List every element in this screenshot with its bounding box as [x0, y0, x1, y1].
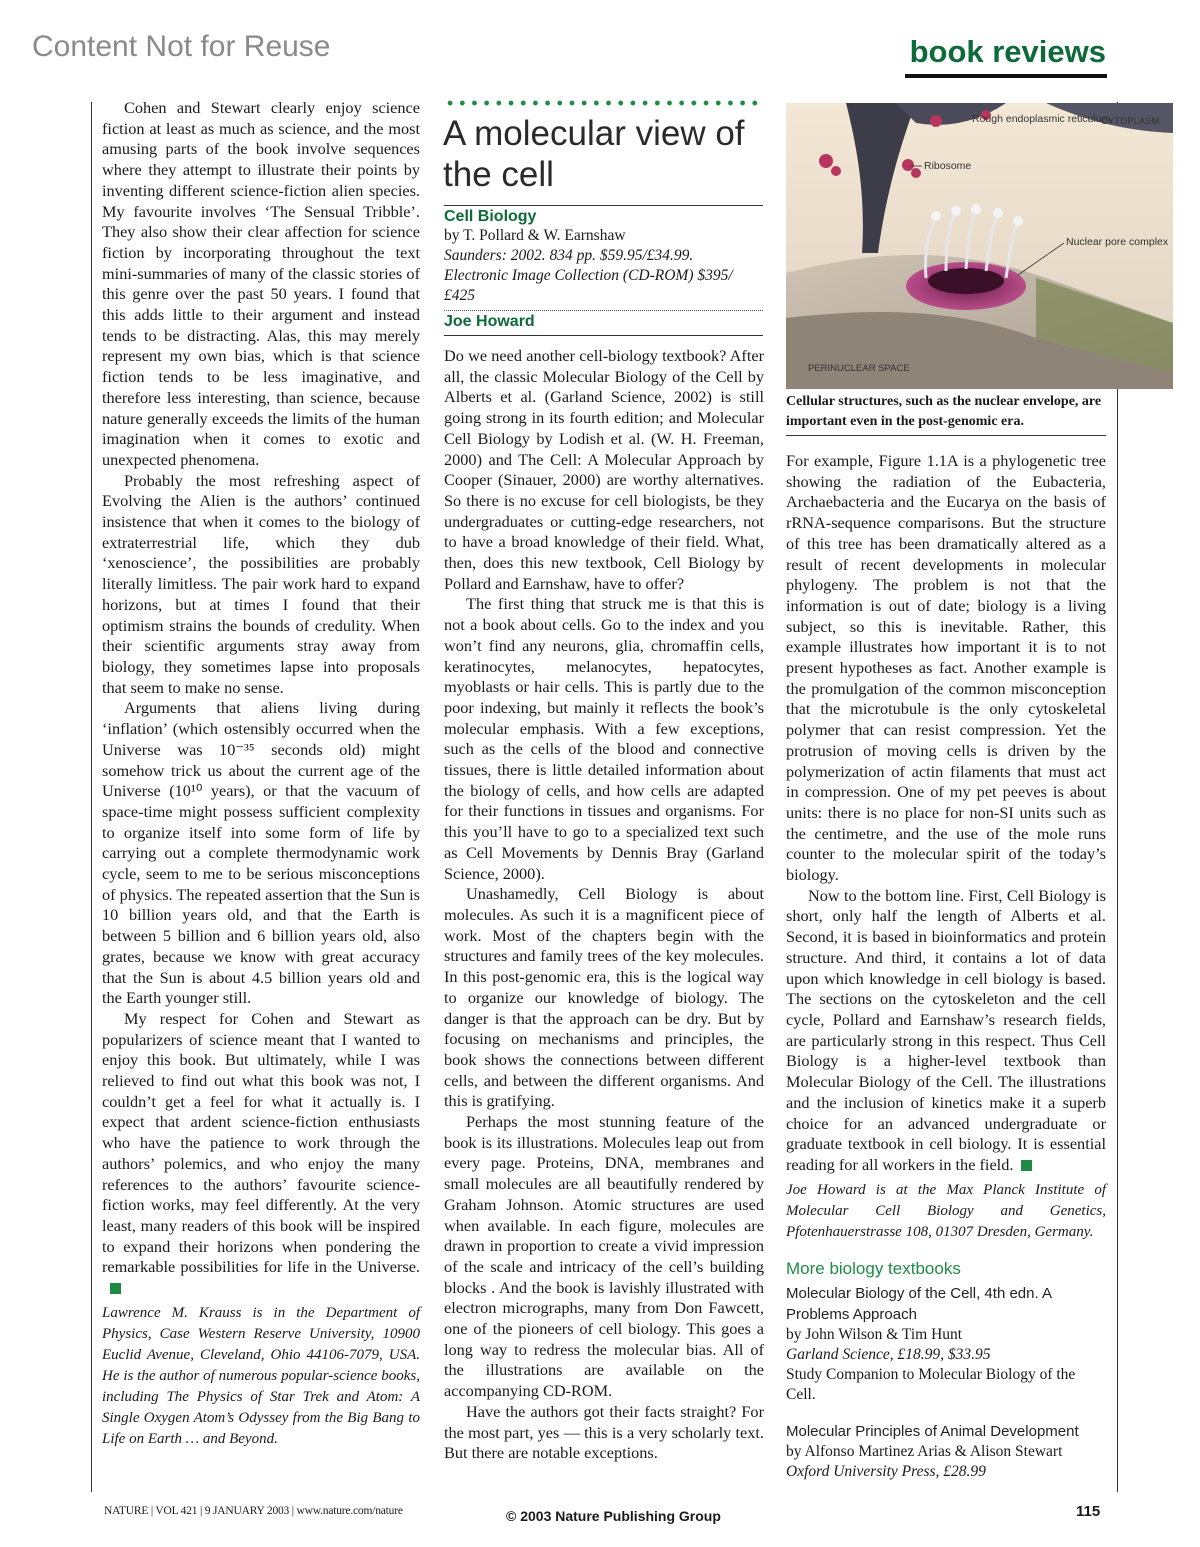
more-book-title: Molecular Principles of Animal Development	[786, 1423, 1079, 1440]
review-paragraph: Unashamedly, Cell Biology is about molecules. As such it is a magnificent piece of work. Most of the chapters begin with the structures and family trees of the key molecules. In this post-genomic era, this is the logical way to organize our knowledge of biology. The danger is that the approach can be dry. But by focusing on mechanisms and principles, the book shows the connections between different cells, and between the different organisms. And this is gratifying.	[444, 884, 764, 1111]
more-book-title: Molecular Biology of the Cell, 4th edn. A Problems Approach	[786, 1285, 1052, 1323]
left-paragraph: Probably the most refreshing aspect of Evolving the Alien is the authors’ continued insistence that when it comes to the biology of extraterrestrial life, which they dub ‘xenoscience’, the possibilities are probably literally limitless. The pair work hard to expand horizons, but at times I found that their optimism strains the bounds of credulity. When their scientific arguments stray away from biology, they sometimes lapse into proposals that seem to make no sense.	[102, 470, 420, 697]
review-paragraph: Now to the bottom line. First, Cell Biology is short, only half the length of Alberts et al. Second, it is based in bioinformatics and protein structure. And third, it contains a lot of data upon which knowledge in cell biology is based. The sections on the cytoskeleton and the cell cycle, Pollard and Earnshaw’s research fields, are particularly strong in this respect. Thus Cell Biology is a higher-level textbook than Molecular Biology of the Cell. The illustrations and the inclusion of kinetics make it a superb choice for an advanced undergraduate or graduate textbook in cell biology. It is essential reading for all workers in the field.	[786, 885, 1106, 1174]
end-mark-icon	[110, 1283, 121, 1294]
book-publisher: Saunders: 2002. 834 pp. $59.95/£34.99.	[444, 247, 694, 264]
review-body-middle	[444, 346, 764, 1464]
more-books-list	[786, 1283, 1106, 1482]
more-book-note: Study Companion to Molecular Biology of the Cell.	[786, 1366, 1076, 1403]
left-paragraph: Cohen and Stewart clearly enjoy science fiction at least as much as science, and the most amusing parts of the book involve sequences where they attempt to illustrate their points by inventing different science-fiction alien species. My favourite involves ‘The Sensual Tribble’. They also show their clear affection for science fiction by incorporating throughout the text mini-summaries of many of the classic stories of this genre over the past 50 years. I found that this adds little to their argument and instead tends to be distracting. Alas, this may merely represent my own bias, which is that science fiction tends to be less imaginative, and therefore less interesting, than science, because nature generally exceeds the limits of the human imagination when it comes to exotic and unexpected phenomena.	[102, 98, 420, 469]
review-body-right	[786, 451, 1106, 1243]
more-book-publisher: Oxford University Press, £28.99	[786, 1463, 986, 1480]
review-paragraph: Do we need another cell-biology textbook? After all, the classic Molecular Biology of the Cell by Alberts et al. (Garland Science, 2002) is still going strong in its fourth edition; and Molecular Cell Biology by Lodish et al. (W. H. Freeman, 2000) and The Cell: A Molecular Approach by Cooper (Sinauer, 2000) are worthy alternatives. So there is no excuse for cell biologists, be they undergraduates or cutting-edge researchers, not to have a broad knowledge of their field. What, then, does this new textbook, Cell Biology by Pollard and Earnshaw, have to offer?	[444, 346, 764, 593]
review-paragraph: Perhaps the most stunning feature of the book is its illustrations. Molecules leap out from every page. Proteins, DNA, membranes and small molecules are all beautifully rendered by Graham Johnson. Atomic structures are used when available. In each figure, molecules are drawn in proportion to create a vivid impression of the scale and intricacy of the cell’s building blocks . And the book is lavishly illustrated with electron micrographs, many from Don Fawcett, one of the pioneers of cell biology. This goes a long way to redress the molecular bias. All of the illustrations are available on the accompanying CD-ROM.	[444, 1112, 764, 1401]
more-book-item	[786, 1283, 1106, 1405]
section-underline	[905, 74, 1107, 78]
section-label: book reviews	[909, 34, 1106, 69]
book-title: Cell Biology	[444, 208, 537, 225]
review-paragraph: Have the authors got their facts straight? For the most part, yes — this is a very scholarly text. But there are notable exceptions.	[444, 1401, 764, 1463]
fig-label-cytoplasm: CYTOPLASM	[1101, 116, 1160, 127]
figure-caption: Cellular structures, such as the nuclear envelope, are important even in the post-genomic era.	[786, 394, 1102, 429]
reviewer-bottom-rule	[444, 335, 763, 336]
more-book-authors: by Alfonso Martinez Arias & Alison Stewart	[786, 1443, 1063, 1460]
left-paragraph: Arguments that aliens living during ‘inflation’ (which ostensibly occurred when the Universe was 10⁻³⁵ seconds old) might somehow trick us about the current age of the Universe (10¹⁰ years), or that the vacuum of space-time might possess sufficient complexity to organize itself into some form of life by carrying out a complete thermodynamic work cycle, seem to me to be serious misconceptions of physics. The repeated assertion that the Sun is 10 billion years old, and that the Earth is between 5 billion and 6 billion years old, also grates, because we know with great accuracy that the Sun is about 4.5 billion years old and the Earth younger still.	[102, 698, 420, 1008]
footer-copyright: © 2003 Nature Publishing Group	[506, 1508, 721, 1524]
left-paragraph: My respect for Cohen and Stewart as popularizers of science meant that I wanted to enjoy this book. But ultimately, while I was relieved to find out what this book was not, I couldn’t get a feel for what it actually is. I expect that ardent science-fiction enthusiasts who have the patience to work through the authors’ polemics, and who enjoy the many references to the authors’ favourite science-fiction works, may feel differently. At the very least, many readers of this book will be inspired to expand their horizons when pondering the remarkable possibilities for life in the Universe.	[102, 1009, 420, 1299]
book-authors: by T. Pollard & W. Earnshaw	[444, 227, 626, 244]
review-paragraph: The first thing that struck me is that this is not a book about cells. Go to the index and you won’t find any neurons, glia, chromaffin cells, keratinocytes, melanocytes, hepatocytes, myoblasts or hair cells. This is partly due to the poor indexing, but mainly it reflects the book’s molecular emphasis. With a few exceptions, such as the cells of the blood and connective tissues, there is little detailed information about the biology of cells, and how cells are adapted for their functions in tissues and organisms. For this you’ll have to go to a specialized text such as Cell Movements by Dennis Bray (Garland Science, 2000).	[444, 594, 764, 883]
book-extra: Electronic Image Collection (CD-ROM) $395/£425	[444, 267, 733, 304]
book-info-block	[444, 208, 763, 306]
cell-illustration	[786, 103, 1173, 389]
watermark: Content Not for Reuse	[32, 30, 331, 63]
review-signature: Joe Howard is at the Max Planck Institute of Molecular Cell Biology and Genetics, Pfotenhauerstrasse 108, 01307 Dresden, Germany.	[786, 1181, 1106, 1240]
review-paragraph: For example, Figure 1.1A is a phylogenetic tree showing the radiation of the Eubacteria, Archaebacteria and the Eucarya on the basis of rRNA-sequence comparisons. But the structure of this tree has been dramatically altered as a result of recent developments in molecular phylogeny. The problem is not that the information is out of date; biology is a living subject, so this is inevitable. Rather, this example illustrates how important it is to not present hypotheses as fact. Another example is the promulgation of the common misconception that the microtubule is the only cytoskeletal polymer that can resist compression. Yet the protrusion of moving cells is driven by the polymerization of actin filaments that must act in compression. One of my pet peeves is about units: there is no place for non-SI units such as the centimetre, and the use of the mole runs counter to the molecular spirit of the today’s biology.	[786, 451, 1106, 885]
left-signature: Lawrence M. Krauss is in the Department of Physics, Case Western Reserve University, 10900 Euclid Avenue, Cleveland, Ohio 44106-7079, USA. He is the author of numerous popular-science books, including The Physics of Star Trek and Atom: A Single Oxygen Atom’s Odyssey from the Big Bang to Life on Earth … and Beyond.	[102, 1304, 420, 1447]
footer-journal-info: NATURE | VOL 421 | 9 JANUARY 2003 | www.nature.com/nature	[104, 1505, 403, 1517]
fig-label-pore: Nuclear pore complex	[1066, 236, 1169, 248]
end-mark-icon	[1021, 1160, 1032, 1171]
reviewer-rule	[444, 310, 763, 311]
page-number: 115	[1076, 1503, 1101, 1520]
more-books-heading: More biology textbooks	[786, 1259, 961, 1278]
more-book-authors: by John Wilson & Tim Hunt	[786, 1326, 963, 1343]
left-column-rule	[91, 102, 92, 1492]
fig-label-ribosome: Ribosome	[924, 160, 972, 172]
more-book-publisher: Garland Science, £18.99, $33.95	[786, 1346, 991, 1363]
more-book-item	[786, 1421, 1106, 1482]
headline-rule	[444, 205, 763, 206]
fig-label-rer: Rough endoplasmic reticulum	[972, 113, 1111, 125]
caption-rule	[786, 435, 1106, 436]
fig-label-perinuclear: PERINUCLEAR SPACE	[808, 363, 910, 374]
dotted-divider	[444, 98, 762, 108]
previous-review-column	[102, 98, 420, 1450]
reviewer-name: Joe Howard	[444, 313, 535, 330]
review-headline: A molecular view of the cell	[443, 114, 745, 194]
